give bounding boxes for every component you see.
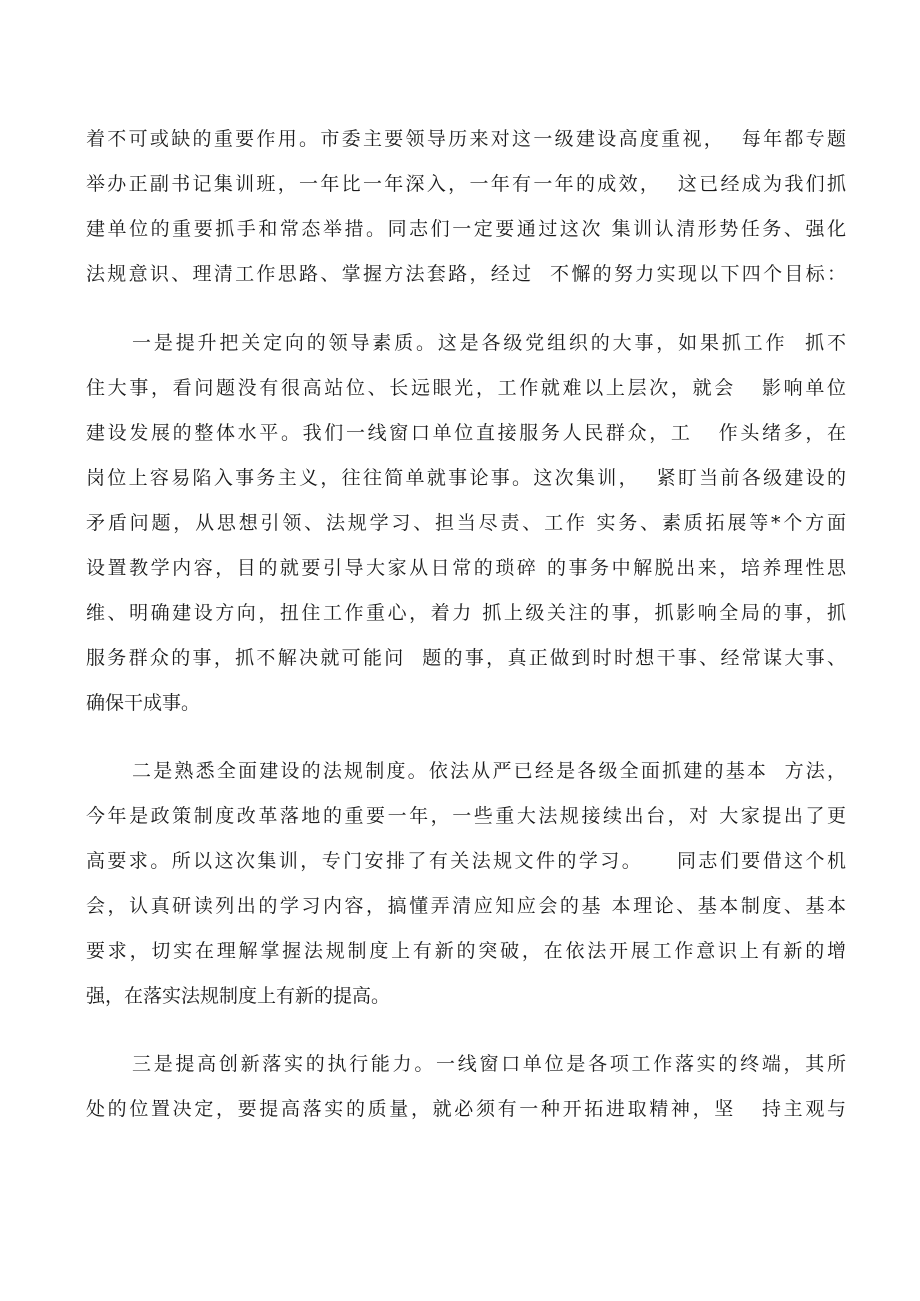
text-line: 矛盾问题，从思想引领、法规学习、担当尽责、工作 实务、素质拓展等*个方面 bbox=[86, 512, 846, 534]
text-line: 维、明确建设方向，扭住工作重心，着力 抓上级关注的事，抓影响全局的事，抓 bbox=[86, 602, 846, 624]
text-line: 服务群众的事，抓不解决就可能问 题的事，真正做到时时想干事、经常谋大事、 bbox=[86, 647, 846, 669]
paragraph-first-line: 一是提升把关定向的领导素质。这是各级党组织的大事，如果抓工作 抓不 bbox=[132, 332, 846, 354]
text-line: 高要求。所以这次集训，专门安排了有关法规文件的学习。 同志们要借这个机 bbox=[86, 850, 846, 872]
paragraph-first-line: 三是提高创新落实的执行能力。一线窗口单位是各项工作落实的终端，其所 bbox=[132, 1053, 846, 1075]
text-line: 岗位上容易陷入事务主义，往往简单就事论事。这次集训， 紧盯当前各级建设的 bbox=[86, 467, 846, 489]
text-line: 要求，切实在理解掌握法规制度上有新的突破，在依法开展工作意识上有新的增 bbox=[86, 940, 846, 962]
text-line: 今年是政策制度改革落地的重要一年，一些重大法规接续出台，对 大家提出了更 bbox=[86, 805, 846, 827]
text-line: 着不可或缺的重要作用。市委主要领导历来对这一级建设高度重视， 每年都专题 bbox=[86, 128, 846, 150]
text-line: 住大事，看问题没有很高站位、长远眼光，工作就难以上层次，就会 影响单位 bbox=[86, 377, 846, 399]
text-line: 建设发展的整体水平。我们一线窗口单位直接服务人民群众，工 作头绪多，在 bbox=[86, 422, 846, 444]
text-line: 设置教学内容，目的就要引导大家从日常的琐碎 的事务中解脱出来，培养理性思 bbox=[86, 557, 846, 579]
text-line: 建单位的重要抓手和常态举措。同志们一定要通过这次 集训认清形势任务、强化 bbox=[86, 218, 846, 240]
text-line: 会，认真研读列出的学习内容，搞懂弄清应知应会的基 本理论、基本制度、基本 bbox=[86, 895, 846, 917]
paragraph-first-line: 二是熟悉全面建设的法规制度。依法从严已经是各级全面抓建的基本 方法， bbox=[132, 760, 846, 782]
text-line: 处的位置决定，要提高落实的质量，就必须有一种开拓进取精神，坚 持主观与 bbox=[86, 1098, 846, 1120]
text-line: 举办正副书记集训班，一年比一年深入，一年有一年的成效， 这已经成为我们抓 bbox=[86, 173, 846, 195]
text-line: 法规意识、理清工作思路、掌握方法套路，经过 不懈的努力实现以下四个目标： bbox=[86, 263, 846, 285]
paragraph-last-line: 强，在落实法规制度上有新的提高。 bbox=[86, 985, 391, 1007]
paragraph-last-line: 确保干成事。 bbox=[86, 692, 201, 714]
